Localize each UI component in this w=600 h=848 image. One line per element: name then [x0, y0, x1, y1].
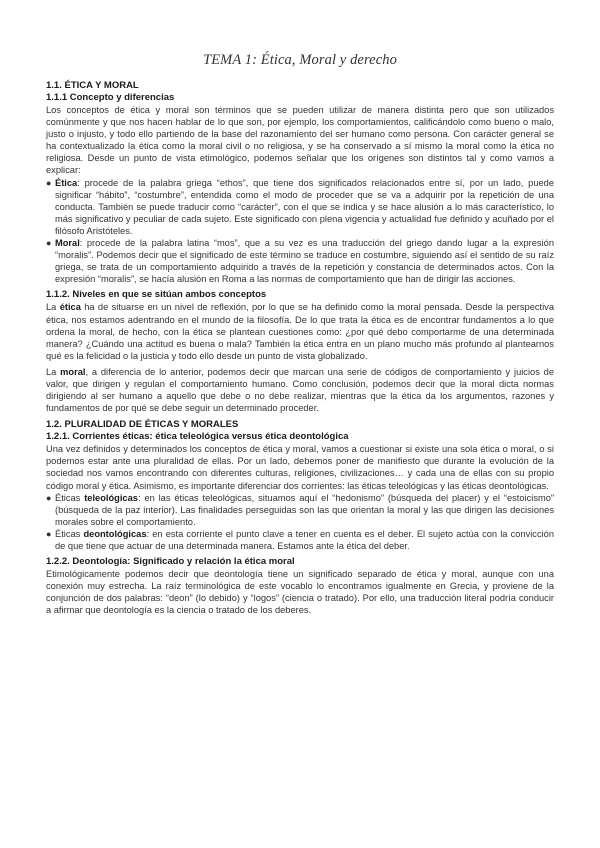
bullet-icon: ● — [46, 177, 52, 188]
paragraph-deontologia: Etimológicamente podemos decir que deontología tiene un significado separado de ética y moral, aunque con una conexión muy estrecha. La raíz terminológica de este vocablo lo encontramos igualmente en Grecia, y proviene de la conjunción de dos palabras: “deon” (lo debido) y “logos” (ciencia o tratado). Por ello, una traducción literal podría conducir a afirmar que deontología es la ciencia o tratado de los deberes. — [46, 569, 554, 616]
subsection-heading-1-2-2: 1.2.2. Deontología: Significado y relación la ética moral — [46, 556, 295, 568]
paragraph-intro-1-2-1: Una vez definidos y determinados los conceptos de ética y moral, vamos a cuestionar si existe una sola ética o moral, o si podemos estar ante una pluralidad de ellas. Por un lado, debemos poner de manifiesto que durante la evolución de la sociedad nos vamos encontrando con diferentes culturas, religiones, civilizaciones… y cada una de ellas con su propio código moral y ética. Asimismo, es importante diferenciar dos corrientes: las éticas teleológicas y las éticas deontológicas. — [46, 444, 554, 491]
subsection-heading-1-1-1: 1.1.1 Concepto y diferencias — [46, 92, 175, 103]
bullet-list-etica-moral — [46, 177, 554, 286]
subsection-heading-1-2-1: 1.2.1. Corrientes éticas: ética teleológica versus ética deontológica — [46, 431, 349, 443]
paragraph-etica-nivel — [46, 301, 554, 361]
page-title: TEMA 1: Ética, Moral y derecho — [203, 52, 397, 68]
list-item-text: : en esta corriente el punto clave a tener en cuenta es el deber. El sujeto actúa con la convicción de que tiene que actuar de una determinada manera. Estamos ante la ética del deber. — [55, 528, 554, 551]
text-run: Éticas — [55, 528, 84, 539]
term-moral: Moral — [55, 238, 80, 249]
list-item-text: : procede de la palabra latina “mos”, que a su vez es una traducción del griego dando lugar a la expresión “moralis”. Podemos decir que el significado de este término se traduce en costumbre, siguiendo así el sentido de su raíz griega, se trata de un comportamiento adquirido a través de la repetición y constancia de determinados actos. Con la expresión “moralis”, se hacía alusión en Roma a las normas de comportamiento que han de dirigir las acciones. — [55, 238, 554, 285]
bullet-icon: ● — [46, 528, 52, 539]
section-heading-1-2: 1.2. PLURALIDAD DE ÉTICAS Y MORALES — [46, 419, 239, 431]
list-item-etica — [46, 177, 554, 237]
term-deontologicas: deontológicas — [83, 528, 147, 539]
term-etica: Ética — [55, 177, 78, 188]
list-item-moral — [46, 237, 554, 285]
bullet-icon: ● — [46, 238, 52, 249]
term-moral-bold: moral — [60, 366, 86, 377]
bullet-list-corrientes — [46, 492, 554, 552]
text-run: La — [46, 302, 60, 313]
term-etica-bold: ética — [59, 302, 81, 313]
subsection-heading-1-1-2: 1.1.2. Niveles en que se sitúan ambos conceptos — [46, 289, 267, 301]
text-run: , a diferencia de lo anterior, podemos decir que marcan una serie de códigos de comportamiento y juicios de valor, que dirigen y regulan el comportamiento humano. Como conclusión, podemos decir que la moral dicta normas dirigiendo al ser humano a aquello que debe o no debe realizar, mientras que la ética da los argumentos, razones y fundamentos de por qué se debe seguir un determinado proceder. — [46, 366, 554, 414]
term-teleologicas: teleológicas — [84, 492, 138, 503]
list-item-text: : en las éticas teleológicas, situamos aquí el “hedonismo” (búsqueda del placer) y el “estoicismo” (búsqueda de la paz interior). Las finalidades perseguidas son las que orientan la moral y las que dirigen las decisiones morales sobre el comportamiento. — [55, 492, 554, 527]
section-heading-1-1: 1.1. ÉTICA Y MORAL — [46, 80, 139, 91]
bullet-icon: ● — [46, 492, 52, 503]
list-item-deontologicas — [46, 528, 554, 552]
text-run: La — [46, 366, 61, 377]
text-run: Éticas — [55, 492, 85, 503]
paragraph-moral-nivel — [46, 366, 554, 414]
list-item-teleologicas — [46, 492, 554, 528]
paragraph-intro-1-1-1: Los conceptos de ética y moral son términos que se pueden utilizar de manera distinta pero que son utilizados comúnmente y que nos hacen hablar de lo que son, por ejemplo, los comportamientos, calificándolo como bueno o malo, justo o injusto, y todo ello partiendo de la base del razonamiento del ser humano como persona. Con carácter general se ha contextualizado la ética como la moral civil o no religiosa, y se ha conservado a sí mismo la moral como la ética no religiosa. Desde un punto de vista etimológico, podemos señalar que los orígenes son distintos tal y como vamos a explicar: — [46, 105, 554, 176]
list-item-text: : procede de la palabra griega “ethos”, que tiene dos significados relacionados entre sí, por un lado, puede significar “hábito”, “costumbre”, entendida como el modo de proceder que se va a adquirir por la repetición de una conducta. También se puede traducir como “carácter”, con el que se indica y se hace alusión a lo más característico, lo más significativo y peculiar de cada sujeto. Este significado con plena vigencia y actualidad fue definido y acuñado por el filósofo Aristóteles. — [55, 177, 554, 236]
text-run: ha de situarse en un nivel de reflexión, por lo que se ha definido como la moral pensada. Desde la perspectiva ética, nos estamos adentrando en el mundo de la filosofía. De lo que trata la ética es de encontrar fundamentos a lo que ordena la moral, de hecho, con la ética se plantean cuestiones como: ¿por qué debo comportarme de una determinada manera? ¿Cuándo una actitud es buena o mala? También la ética entra en un plano mucho más profundo al plantearnos qué es la felicidad o la justicia y todo ello desde un punto de vista globalizado. — [46, 302, 554, 361]
